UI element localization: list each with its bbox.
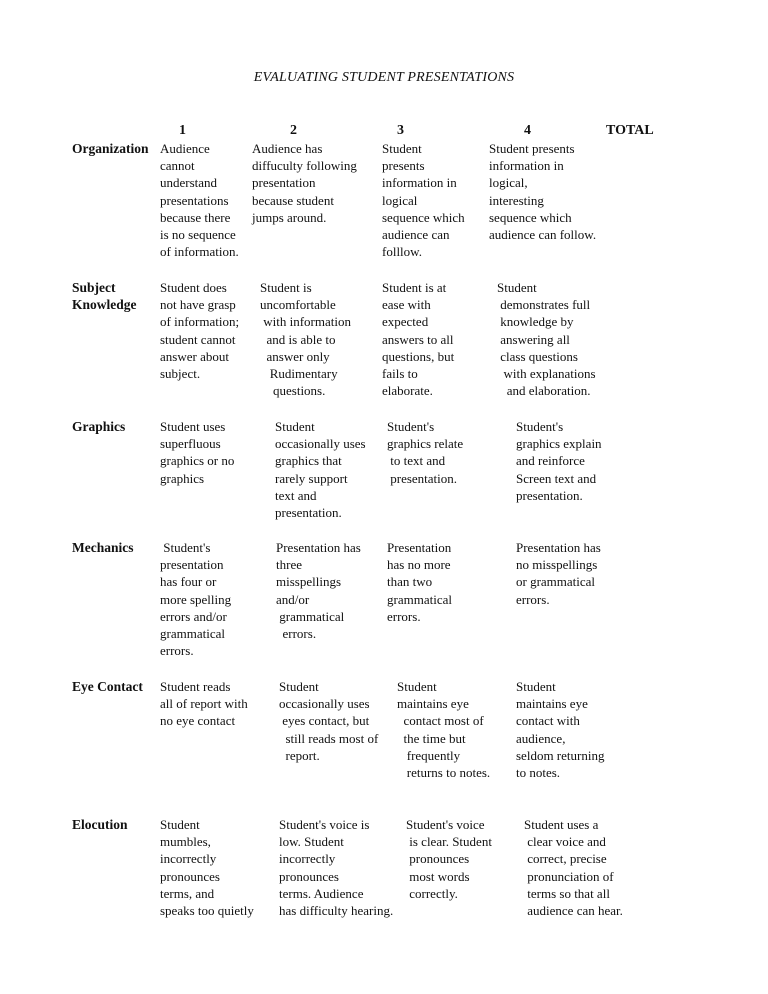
cell-elocution-2: Student's voice is low. Student incorrectly pronounces terms. Audience has difficulty hearing. [279,817,394,919]
cell-elocution-1: Student mumbles, incorrectly pronounces terms, and speaks too quietly [160,817,254,919]
cell-subject-knowledge-4: Student demonstrates full knowledge by answering all class questions with explanations and elaboration. [497,280,596,399]
cell-mechanics-2: Presentation has three misspellings and/or grammatical errors. [276,540,361,642]
row-label-graphics: Graphics [72,419,126,434]
row-label-mechanics: Mechanics [72,540,134,555]
cell-mechanics-1: Student's presentation has four or more spelling errors and/or grammatical errors. [160,540,232,659]
cell-mechanics-3: Presentation has no more than two grammatical errors. [387,540,452,624]
cell-eye-contact-1: Student reads all of report with no eye contact [160,679,248,729]
cell-subject-knowledge-3: Student is at ease with expected answers to all questions, but fails to elaborate. [382,280,455,399]
cell-eye-contact-4: Student maintains eye contact with audience, seldom returning to notes. [516,679,605,781]
cell-graphics-4: Student's graphics explain and reinforce Screen text and presentation. [516,419,602,503]
cell-graphics-1: Student uses superfluous graphics or no graphics [160,419,235,486]
page-title: EVALUATING STUDENT PRESENTATIONS [253,70,515,85]
cell-subject-knowledge-2: Student is uncomfortable with information and is able to answer only Rudimentary questions. [260,280,351,399]
row-label-organization: Organization [72,141,149,156]
cell-graphics-2: Student occasionally uses graphics that rarely support text and presentation. [275,419,366,521]
cell-eye-contact-2: Student occasionally uses eyes contact, but still reads most of report. [279,679,379,763]
column-header-2: 2 [290,123,297,138]
cell-elocution-3: Student's voice is clear. Student pronounces most words correctly. [406,817,492,901]
cell-mechanics-4: Presentation has no misspellings or grammatical errors. [516,540,601,607]
row-label-eye-contact: Eye Contact [72,679,143,694]
cell-organization-3: Student presents information in logical sequence which audience can folllow. [382,141,465,260]
row-label-elocution: Elocution [72,817,128,832]
column-header-4: 4 [524,123,531,138]
cell-elocution-4: Student uses a clear voice and correct, precise pronunciation of terms so that all audience can hear. [524,817,623,919]
cell-organization-4: Student presents information in logical, interesting sequence which audience can follow. [489,141,597,243]
column-header-3: 3 [397,123,404,138]
column-header-total: TOTAL [606,123,654,138]
cell-organization-1: Audience cannot understand presentations because there is no sequence of information. [160,141,239,260]
row-label-subject-knowledge: Subject Knowledge [72,280,137,313]
cell-graphics-3: Student's graphics relate to text and presentation. [387,419,464,486]
cell-eye-contact-3: Student maintains eye contact most of the time but frequently returns to notes. [397,679,491,781]
cell-organization-2: Audience has diffuculty following presentation because student jumps around. [252,141,357,225]
cell-subject-knowledge-1: Student does not have grasp of information; student cannot answer about subject. [160,280,240,382]
column-header-1: 1 [179,123,186,138]
